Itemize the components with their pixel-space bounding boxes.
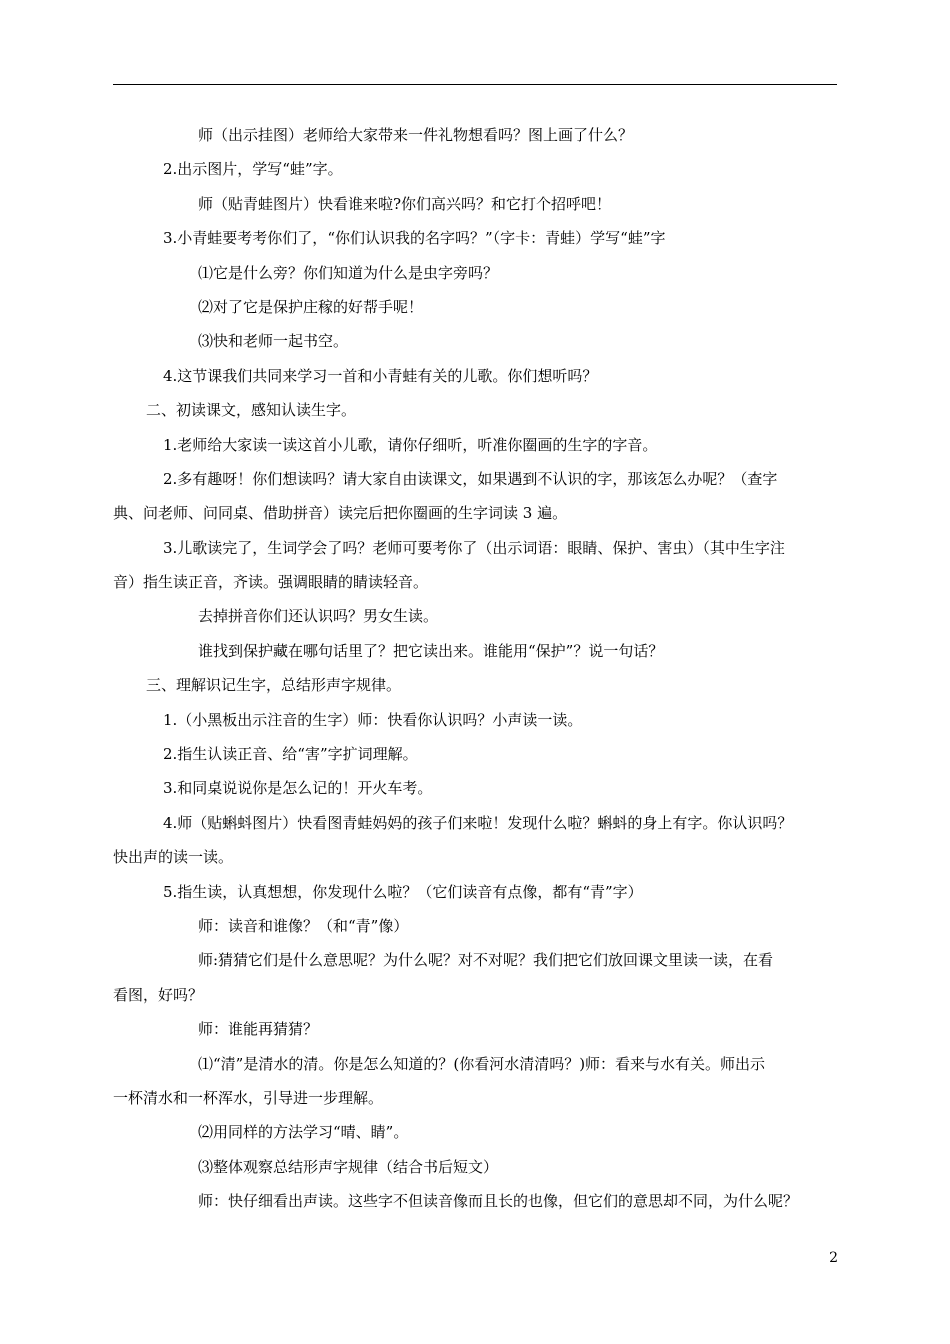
text-line: ⑴它是什么旁？你们知道为什么是虫字旁吗？ <box>198 263 499 282</box>
text-line: 师（贴青蛙图片）快看谁来啦?你们高兴吗？和它打个招呼吧！ <box>198 194 612 213</box>
text-line: 2.出示图片，学写“蛙”字。 <box>163 160 343 179</box>
text-line: 4.这节课我们共同来学习一首和小青蛙有关的儿歌。你们想听吗？ <box>163 366 598 385</box>
text-line: ⑵对了它是保护庄稼的好帮手呢！ <box>198 297 424 316</box>
text-line: 一杯清水和一杯浑水，引导进一步理解。 <box>113 1088 384 1107</box>
text-line: 2.多有趣呀！你们想读吗？请大家自由读课文，如果遇到不认识的字，那该怎么办呢？（查字 <box>163 469 778 488</box>
text-line: 2.指生认读正音、给“害”字扩词理解。 <box>163 745 418 764</box>
text-line: ⑶整体观察总结形声字规律（结合书后短文） <box>198 1157 499 1176</box>
text-line: 师：谁能再猜猜？ <box>198 1020 319 1039</box>
text-line: ⑶快和老师一起书空。 <box>198 332 349 351</box>
text-line: 3.小青蛙要考考你们了，“你们认识我的名字吗？”（字卡：青蛙）学写“蛙”字 <box>163 229 666 248</box>
header-rule <box>113 84 837 85</box>
text-line: 看图，好吗？ <box>113 985 204 1004</box>
text-line: ⑵用同样的方法学习“晴、睛”。 <box>198 1123 409 1142</box>
text-line: 去掉拼音你们还认识吗？男女生读。 <box>198 607 439 626</box>
text-line: 快出声的读一读。 <box>113 848 234 867</box>
text-line: 音）指生读正音，齐读。强调眼睛的睛读轻音。 <box>113 573 429 592</box>
text-line: 师：读音和谁像？（和“青”像） <box>198 916 409 935</box>
page-number: 2 <box>829 1250 838 1266</box>
text-line: ⑴“清”是清水的清。你是怎么知道的？(你看河水清清吗？)师：看来与水有关。师出示 <box>198 1054 766 1073</box>
text-line: 典、问老师、问同桌、借助拼音）读完后把你圈画的生字词读 3 遍。 <box>113 504 568 523</box>
text-line: 5.指生读，认真想想，你发现什么啦？（它们读音有点像，都有“青”字） <box>163 882 643 901</box>
text-line: 二、初读课文，感知认读生字。 <box>146 401 357 420</box>
text-line: 3.和同桌说说你是怎么记的！开火车考。 <box>163 779 433 798</box>
text-line: 师（出示挂图）老师给大家带来一件礼物想看吗？图上画了什么？ <box>198 126 634 144</box>
text-line: 三、理解识记生字，总结形声字规律。 <box>146 676 402 695</box>
text-line: 师：快仔细看出声读。这些字不但读音像而且长的也像，但它们的意思却不同，为什么呢？ <box>198 1192 799 1211</box>
document-body <box>113 118 837 1219</box>
text-line: 谁找到保护藏在哪句话里了？把它读出来。谁能用“保护”？说一句话？ <box>198 641 664 660</box>
text-line: 师:猜猜它们是什么意思呢？为什么呢？对不对呢？我们把它们放回课文里读一读，在看 <box>198 951 774 970</box>
text-line: 4.师（贴蝌蚪图片）快看图青蛙妈妈的孩子们来啦！发现什么啦？蝌蚪的身上有字。你认识吗？ <box>163 813 793 832</box>
text-line: 1.（小黑板出示注音的生字）师：快看你认识吗？小声读一读。 <box>163 710 583 729</box>
text-line: 1.老师给大家读一读这首小儿歌，请你仔细听，听准你圈画的生字的字音。 <box>163 435 658 454</box>
text-line: 3.儿歌读完了，生词学会了吗？老师可要考你了（出示词语：眼睛、保护、害虫）（其中生字注 <box>163 538 785 557</box>
